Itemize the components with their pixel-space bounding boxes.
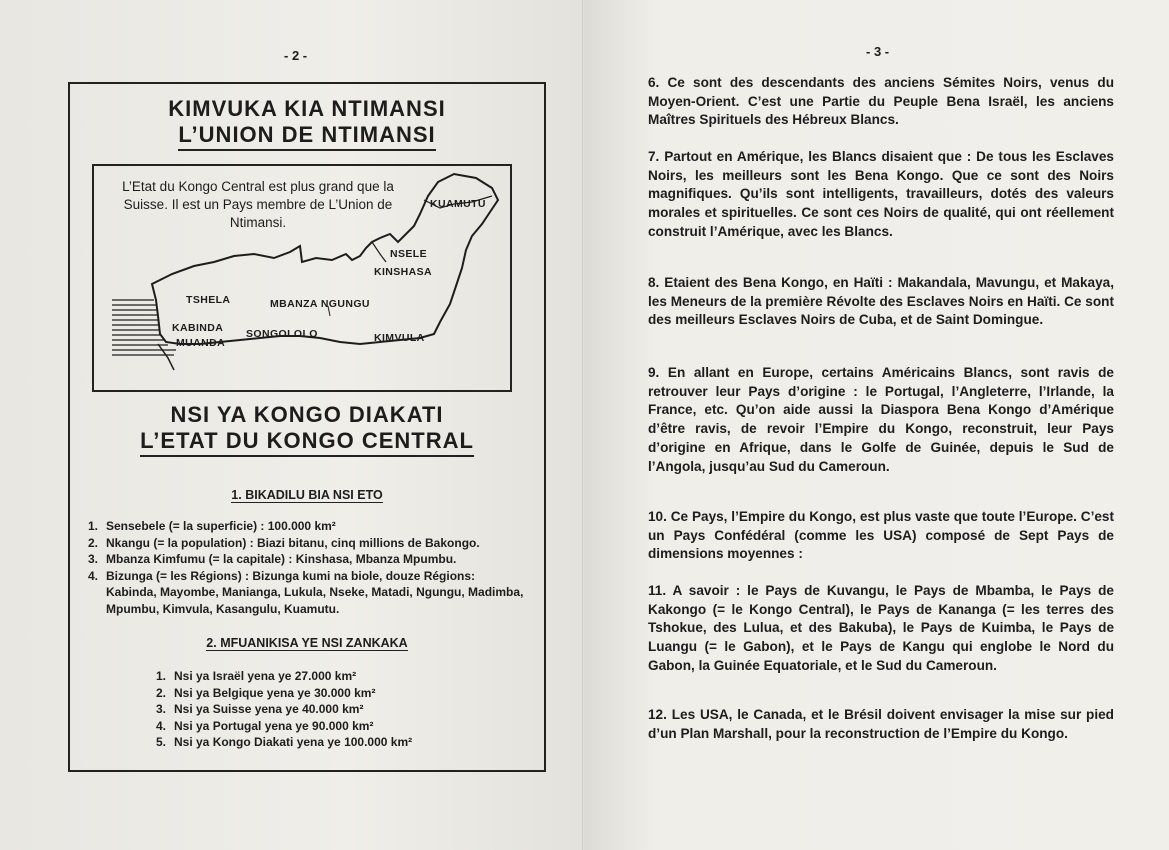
map-label-kuamutu: KUAMUTU xyxy=(430,198,486,210)
page-number-left: - 2 - xyxy=(284,48,308,63)
map-label-mbanza-ngungu: MBANZA NGUNGU xyxy=(270,298,370,310)
map-label-kimvula: KIMVULA xyxy=(374,332,425,344)
paragraph-7: 7. Partout en Amérique, les Blancs disaient que : De tous les Esclaves Noirs, les meilleurs sont les Bena Kongo. Que ce sont des Noirs magnifiques. Qu’ils sont intelligents, travailleurs, dotés des valeurs morales et spirituelles. Ce sont ces Noirs de qualité, qui ont réellement construit l’Amérique, avec les Blancs. xyxy=(648,149,1114,239)
section1-list xyxy=(88,518,528,617)
list-item: 1. Sensebele (= la superficie) : 100.000 km² xyxy=(88,519,336,533)
map-label-kabinda: KABINDA xyxy=(172,322,224,334)
map-label-songololo: SONGOLOLO xyxy=(246,328,318,340)
list-item: 2. Nsi ya Belgique yena ye 30.000 km² xyxy=(156,685,376,700)
list-item: 1. Nsi ya Israël yena ye 27.000 km² xyxy=(156,669,357,683)
page-number-right: - 3 - xyxy=(866,44,890,59)
paragraph-10: 10. Ce Pays, l’Empire du Kongo, est plus vaste que toute l’Europe. C’est un Pays Confédéral (comme les USA) composé de Sept Pays de dimensions moyennes : xyxy=(648,509,1114,562)
paragraph-6: 6. Ce sont des descendants des anciens Sémites Noirs, venus du Moyen-Orient. C’est une Partie du Peuple Bena Israël, les anciens Maîtres Spirituels des Hébreux Blancs. xyxy=(648,75,1114,128)
section2-heading: 2. MFUANIKISA YE NSI ZANKAKA xyxy=(206,636,408,650)
union-title-line2: L’UNION DE NTIMANSI xyxy=(178,122,435,151)
paragraph-12: 12. Les USA, le Canada, et le Brésil doivent envisager la mise sur pied d’un Plan Marshall, pour la reconstruction de l’Empire du Kongo. xyxy=(648,707,1114,741)
map-label-muanda: MUANDA xyxy=(176,337,226,349)
section1-heading: 1. BIKADILU BIA NSI ETO xyxy=(231,488,383,502)
union-title-line1: KIMVUKA KIA NTIMANSI xyxy=(168,96,446,121)
left-page xyxy=(0,0,584,850)
map-label-kinshasa: KINSHASA xyxy=(374,266,433,278)
map-label-tshela: TSHELA xyxy=(186,294,231,306)
list-item: 4. Nsi ya Portugal yena ye 90.000 km² xyxy=(156,718,374,733)
state-title xyxy=(70,402,544,457)
map-label-nsele: NSELE xyxy=(390,248,428,260)
state-title-line2: L’ETAT DU KONGO CENTRAL xyxy=(140,428,474,457)
list-item: 4. Bizunga (= les Régions) : Bizunga kumi na biole, douze Régions: Kabinda, Mayombe, Maniang​a, Lukula, Nseke, Matadi, Ngungu, Madimba, Mpumbu, Kimvula, Kasangulu, Kuamutu. xyxy=(88,568,524,616)
section2-list xyxy=(156,668,496,751)
map-box xyxy=(92,164,512,392)
list-item: 2. Nkangu (= la population) : Biazi bitanu, cinq millions de Bakongo. xyxy=(88,535,480,550)
list-item: 5. Nsi ya Kongo Diakati yena ye 100.000 km² xyxy=(156,735,413,749)
paragraph-9: 9. En allant en Europe, certains Américains Blancs, sont ravis de retrouver leur Pays d’origine : le Portugal, l’Angleterre, l’Irlande, la France, etc. Qu’on aide aussi la Diaspora Bena Kongo d’Amérique d’être ravis, de revoir l’Empire du Kongo, reconstruit, leur Pays d’origine en Afrique, dans le Golfe de Guinée, depuis le Sud de l’Angola, jusqu’au Sud du Cameroun. xyxy=(648,365,1114,474)
state-title-line1: NSI YA KONGO DIAKATI xyxy=(170,402,444,427)
info-frame xyxy=(68,82,546,772)
paragraph-11: 11. A savoir : le Pays de Kuvangu, le Pays de Mbamba, le Pays de Kakongo (= le Kongo Central), le Pays de Kananga (= les terres des Tshokue, des Lulua, et des Bakuba), le Pays de Kuimba, le Pays de Luangu (= le Gabon), et le Pays de Kangu qui englobe le Nord du Gabon, la Guinée Equatoriale, et le Sud du Cameroun. xyxy=(648,583,1114,673)
list-item: 3. Nsi ya Suisse yena ye 40.000 km² xyxy=(156,702,364,716)
map-caption: L’Etat du Kongo Central est plus grand que la Suisse. Il est un Pays membre de L’Union de Ntimansi. xyxy=(122,179,394,230)
union-title xyxy=(70,96,544,151)
list-item: 3. Mbanza Kimfumu (= la capitale) : Kinshasa, Mbanza Mpumbu. xyxy=(88,552,457,566)
paragraph-8: 8. Etaient des Bena Kongo, en Haïti : Makandala, Mavungu, et Makaya, les Meneurs de la première Révolte des Esclaves Noirs en Haïti. Ce sont des meilleurs Esclaves Noirs de Cuba, et de Saint Domingue. xyxy=(648,275,1114,328)
right-page xyxy=(584,0,1169,850)
